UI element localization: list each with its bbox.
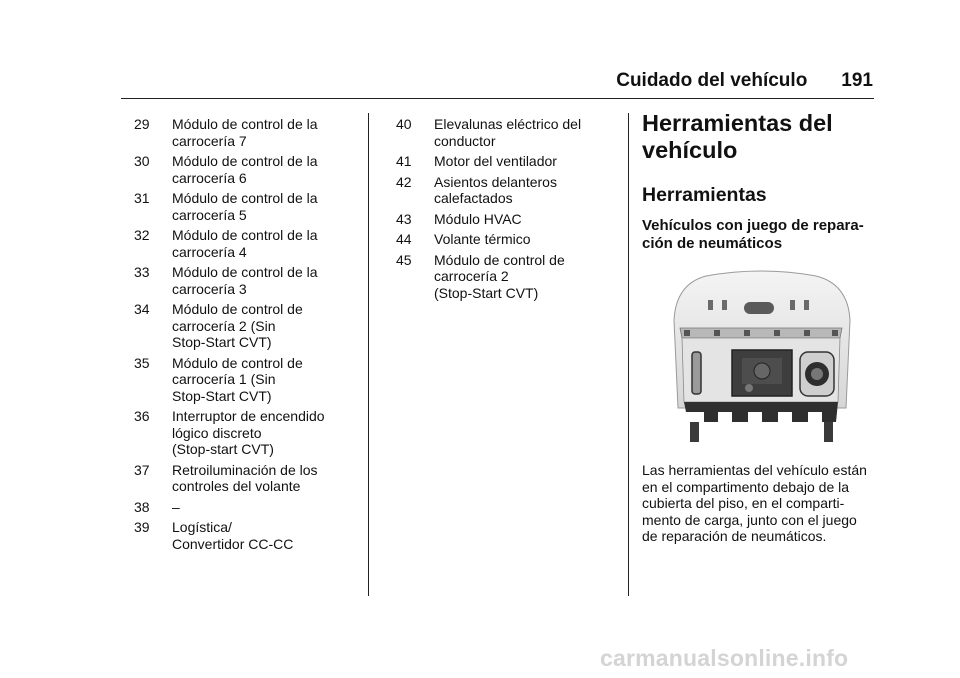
- item-text: Módulo HVAC: [434, 210, 522, 227]
- item-text: Módulo de control de la carrocería 4: [172, 227, 318, 260]
- item-number: 30: [134, 153, 150, 169]
- column-divider: [628, 113, 629, 596]
- list-item: [134, 116, 359, 149]
- item-text: Módulo de control de carrocería 1 (Sin Stop-Start CVT): [172, 354, 303, 404]
- item-number: 34: [134, 301, 150, 317]
- item-text: Volante térmico: [434, 231, 531, 247]
- tool-compartment-illustration: [666, 270, 856, 446]
- fuse-list-column-2: [396, 116, 621, 305]
- item-text: Asientos delanteros calefactados: [434, 173, 557, 206]
- item-text: Logística/ Convertidor CC-CC: [172, 519, 294, 552]
- item-number: 31: [134, 190, 150, 206]
- fuse-list-column-1: [134, 116, 359, 556]
- item-text: Módulo de control de la carrocería 7: [172, 116, 318, 149]
- list-item: [396, 211, 621, 228]
- section-title: Cuidado del vehículo: [616, 70, 808, 91]
- item-number: 40: [396, 116, 412, 132]
- item-text: Módulo de control de la carrocería 5: [172, 190, 318, 223]
- header-rule: [121, 98, 874, 99]
- list-item: [134, 519, 359, 552]
- watermark: carmanualsonline.info: [600, 645, 849, 671]
- item-number: 42: [396, 173, 412, 190]
- item-number: 38: [134, 498, 150, 515]
- item-number: 43: [396, 210, 412, 227]
- item-number: 33: [134, 264, 150, 280]
- list-item: [134, 499, 359, 516]
- list-item: [134, 153, 359, 186]
- subsubsection-heading: Vehículos con juego de repara- ción de neumáticos: [642, 217, 864, 252]
- item-text: Módulo de control de la carrocería 3: [172, 264, 318, 297]
- list-item: [396, 153, 621, 170]
- list-item: [396, 231, 621, 248]
- list-item: [396, 252, 621, 302]
- item-number: 39: [134, 519, 150, 535]
- item-text: –: [172, 498, 180, 515]
- column-divider: [368, 113, 369, 596]
- list-item: [134, 355, 359, 405]
- item-number: 29: [134, 116, 150, 132]
- list-item: [134, 462, 359, 495]
- section-heading: Herramientas del vehículo: [642, 110, 833, 163]
- item-text: Interruptor de encendido lógico discreto (Stop-start CVT): [172, 408, 325, 457]
- item-number: 32: [134, 227, 150, 243]
- tools-section: [642, 110, 877, 545]
- item-text: Módulo de control de carrocería 2 (Sin Stop-Start CVT): [172, 301, 303, 350]
- item-number: 37: [134, 461, 150, 478]
- item-text: Retroiluminación de los controles del volante: [172, 461, 318, 494]
- list-item: [134, 408, 359, 458]
- page-number: 191: [841, 70, 873, 91]
- item-number: 44: [396, 231, 412, 247]
- list-item: [134, 190, 359, 223]
- list-item: [396, 174, 621, 207]
- list-item: [134, 227, 359, 260]
- item-text: Motor del ventilador: [434, 153, 557, 169]
- list-item: [134, 264, 359, 297]
- list-item: [396, 116, 621, 149]
- item-number: 45: [396, 251, 412, 268]
- subsection-heading: Herramientas: [642, 184, 767, 206]
- tool-compartment-drawing: [666, 270, 856, 446]
- tools-description: Las herramientas del vehículo están en el compartimento debajo de la cubierta del piso, en el comparti- mento de carga, junto con el juego de reparación de neumáticos.: [642, 462, 867, 544]
- item-number: 41: [396, 153, 412, 169]
- item-text: Módulo de control de carrocería 2 (Stop-Start CVT): [434, 251, 565, 301]
- item-text: Módulo de control de la carrocería 6: [172, 153, 318, 186]
- item-number: 36: [134, 408, 150, 424]
- list-item: [134, 301, 359, 351]
- item-number: 35: [134, 354, 150, 371]
- page-header: [0, 70, 873, 92]
- item-text: Elevalunas eléctrico del conductor: [434, 116, 582, 149]
